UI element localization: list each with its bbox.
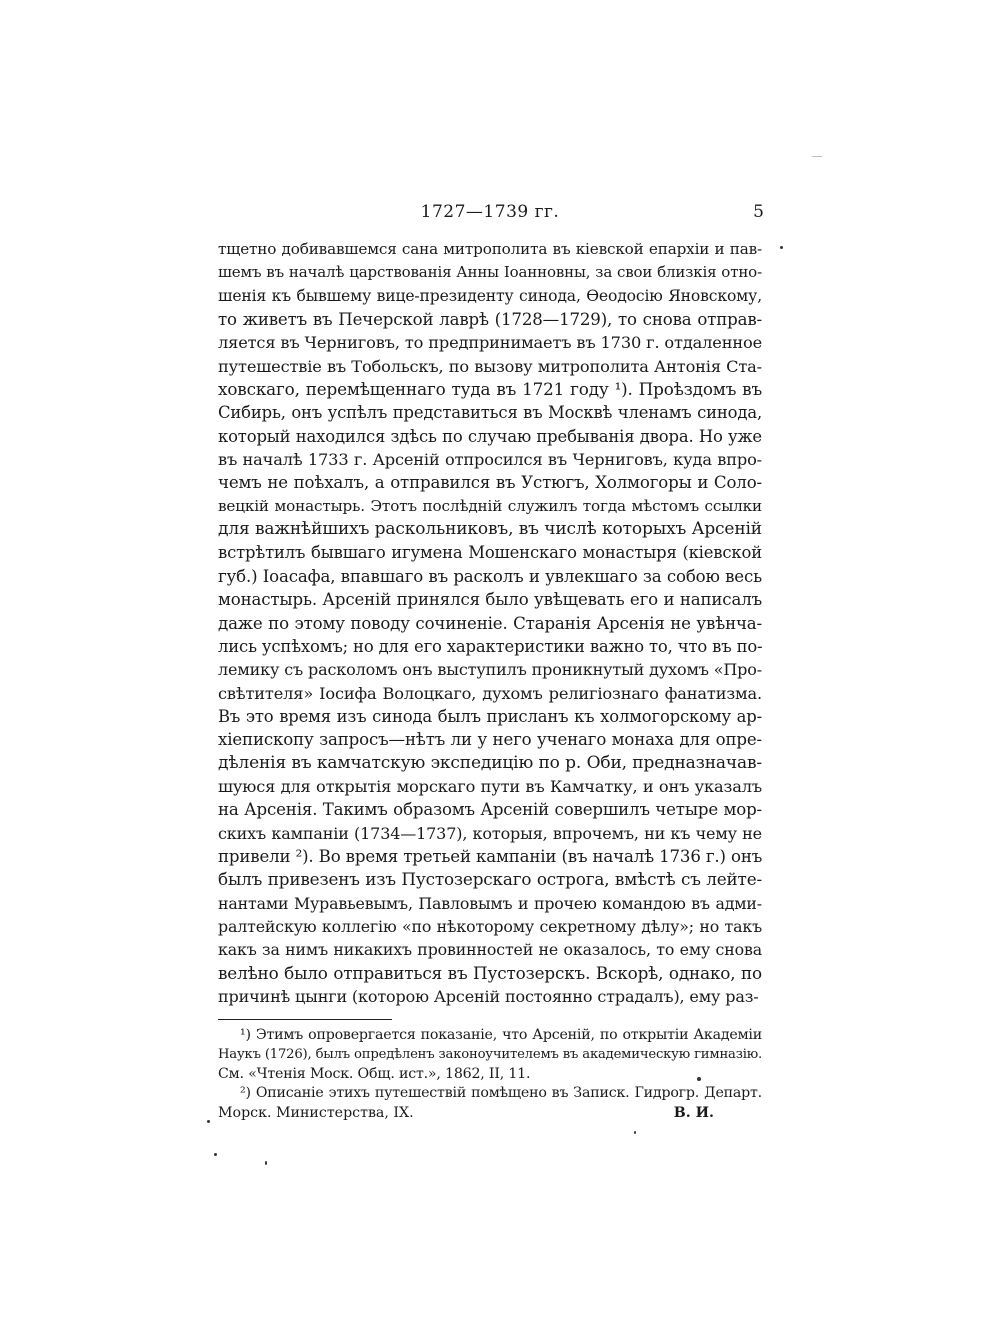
text-line: дѣленія въ камчатскую экспедицію по р. Оби, предназначав- <box>218 752 762 773</box>
text-line: свѣтителя» Іосифа Волоцкаго, духомъ религіознаго фанатизма. <box>218 683 762 703</box>
scan-speck <box>780 246 783 249</box>
scan-speck <box>214 1153 217 1156</box>
text-line: ховскаго, перемѣщеннаго туда въ 1721 году ¹). Проѣздомъ въ <box>218 379 762 400</box>
text-line: даже по этому поводу сочиненіе. Старанія Арсенія не увѣнча- <box>218 613 762 633</box>
footnote-1-line: ¹) Этимъ опровергается показаніе, что Арсеній, по открытіи Академіи <box>240 1027 762 1043</box>
text-line: скихъ кампаніи (1734—1737), которыя, впрочемъ, ни къ чему не <box>218 823 762 843</box>
text-line: то живетъ въ Печерской лаврѣ (1728—1729), то снова отправ- <box>218 310 762 330</box>
text-line: шуюся для открытія морскаго пути въ Камчатку, и онъ указалъ <box>218 776 762 796</box>
scan-speck <box>207 1120 210 1123</box>
footnote-rule <box>218 1019 392 1020</box>
text-line: который находился здѣсь по случаю пребыванія двора. Но уже <box>218 426 762 446</box>
text-line: въ началѣ 1733 г. Арсеній отпросился въ Черниговъ, куда впро- <box>218 450 762 470</box>
scan-speck <box>265 1161 267 1165</box>
page-number: 5 <box>753 202 764 222</box>
text-line: лись успѣхомъ; но для его характеристики важно то, что въ по- <box>218 636 763 656</box>
text-line: нантами Муравьевымъ, Павловымъ и прочею командою въ адми- <box>218 893 762 913</box>
text-line: велѣно было отправиться въ Пустозерскъ. Вскорѣ, однако, по <box>218 962 762 983</box>
text-line: ляется въ Черниговъ, то предпринимаетъ въ 1730 г. отдаленное <box>218 333 763 353</box>
main-text <box>218 238 762 1008</box>
text-line: вецкій монастырь. Этотъ послѣдній служилъ тогда мѣстомъ ссылки <box>218 496 762 515</box>
text-line: чемъ не поѣхалъ, а отправился въ Устюгъ, Холмогоры и Соло- <box>218 473 762 493</box>
text-line: встрѣтилъ бывшаго игумена Мошенскаго монастыря (кіевской <box>218 543 762 563</box>
text-line: Въ это время изъ синода былъ присланъ къ холмогорскому ар- <box>218 706 762 726</box>
text-line: ралтейскую коллегію «по нѣкоторому секретному дѣлу»; но такъ <box>218 916 762 936</box>
text-line: шемъ въ началѣ царствованія Анны Іоанновны, за свои близкія отно- <box>218 263 762 282</box>
text-line: тщетно добивавшемся сана митрополита въ кіевской епархіи и пав- <box>218 240 762 258</box>
text-line: привели ²). Во время третьей кампаніи (въ началѣ 1736 г.) онъ <box>218 846 763 866</box>
running-head <box>216 202 764 226</box>
text-line: какъ за нимъ никакихъ провинностей не оказалось, то ему снова <box>218 940 762 960</box>
footnote-2-line: Морск. Министерства, IX. <box>218 1104 414 1121</box>
text-line: на Арсенія. Такимъ образомъ Арсеній совершилъ четыре мор- <box>218 800 762 820</box>
footnote-2-line: ²) Описаніе этихъ путешествій помѣщено въ Записк. Гидрогр. Департ. <box>240 1085 762 1102</box>
text-line: монастырь. Арсеній принялся было увѣщевать его и написалъ <box>218 590 762 610</box>
text-line: губ.) Іоасафа, впавшаго въ расколъ и увлекшаго за собою весь <box>218 566 762 586</box>
text-line: путешествіе въ Тобольскъ, по вызову митрополита Антонія Ста- <box>218 356 762 376</box>
footnote-signature: В. И. <box>673 1104 714 1121</box>
scan-speck <box>634 1131 636 1134</box>
scan-speck <box>812 156 822 157</box>
footnote-2-closing <box>218 1104 762 1123</box>
footnote-1-line: Наукъ (1726), былъ опредѣленъ законоучителемъ въ академическую гимназію. <box>218 1047 762 1063</box>
text-line: Сибирь, онъ успѣлъ представиться въ Москвѣ членамъ синода, <box>218 403 762 423</box>
scan-speck <box>697 1077 701 1081</box>
footnote-1-line: См. «Чтенія Моск. Общ. ист.», 1862, II, 11. <box>218 1065 531 1082</box>
text-line: лемику съ расколомъ онъ выступилъ проникнутый духомъ «Про- <box>218 660 762 680</box>
text-line: былъ привезенъ изъ Пустозерскаго острога, вмѣстѣ съ лейте- <box>218 869 762 890</box>
text-line: хіепископу запросъ—нѣтъ ли у него ученаго монаха для опре- <box>218 730 762 750</box>
running-title: 1727—1739 гг. <box>420 202 560 222</box>
footnotes <box>218 1026 762 1123</box>
text-line: для важнѣйшихъ раскольниковъ, въ числѣ которыхъ Арсеній <box>218 519 762 540</box>
text-line: шенія къ бывшему вице-президенту синода, Ѳеодосію Яновскому, <box>218 286 762 305</box>
text-line: причинѣ цынги (которою Арсеній постоянно страдалъ), ему раз- <box>218 987 759 1006</box>
